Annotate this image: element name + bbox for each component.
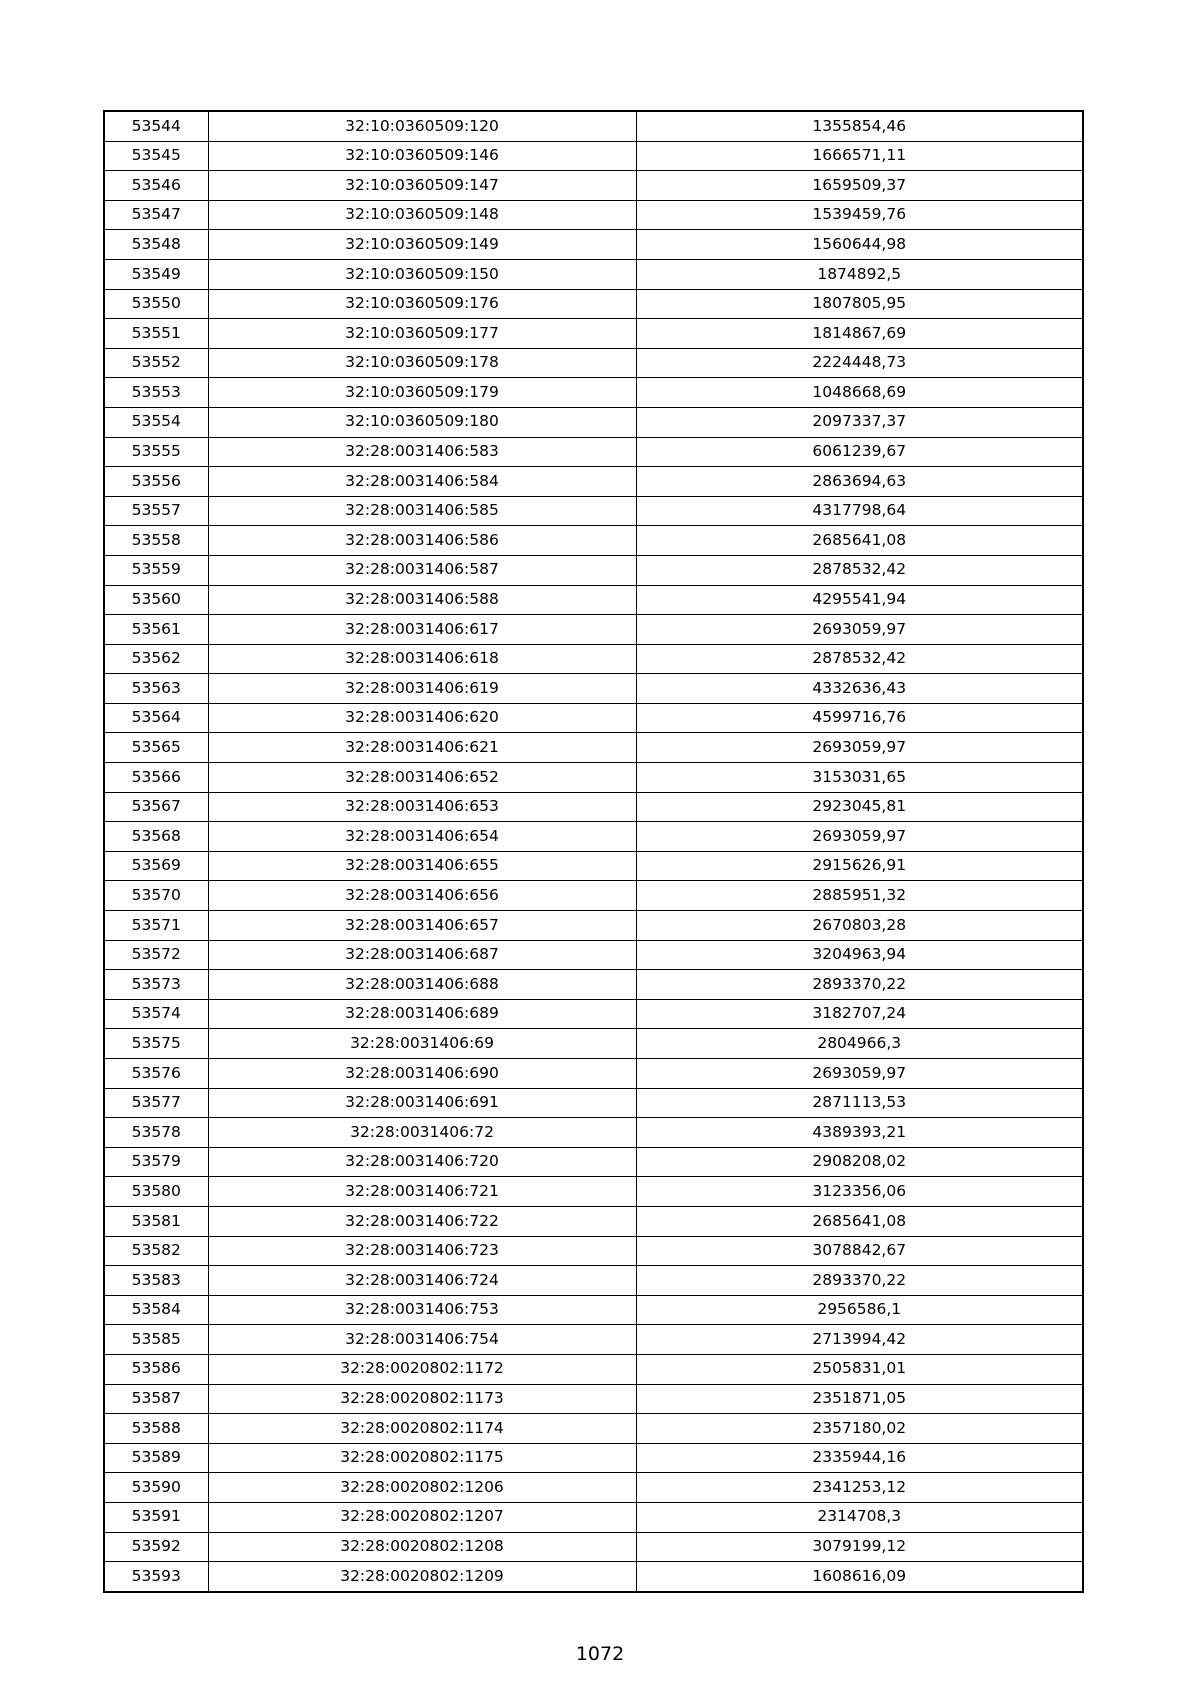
cadastral-number-cell: 32:28:0031406:653	[208, 792, 636, 822]
value-cell: 4389393,21	[636, 1118, 1083, 1148]
cadastral-number-cell: 32:10:0360509:150	[208, 259, 636, 289]
table-row	[104, 171, 1083, 201]
value-cell: 6061239,67	[636, 437, 1083, 467]
value-cell: 1355854,46	[636, 111, 1083, 141]
cadastral-number-cell: 32:28:0031406:691	[208, 1088, 636, 1118]
row-number-cell: 53577	[104, 1088, 208, 1118]
table-row	[104, 526, 1083, 556]
value-cell: 3078842,67	[636, 1236, 1083, 1266]
cadastral-number-cell: 32:28:0020802:1208	[208, 1532, 636, 1562]
table-row	[104, 792, 1083, 822]
cadastral-number-cell: 32:10:0360509:180	[208, 407, 636, 437]
cadastral-number-cell: 32:10:0360509:148	[208, 200, 636, 230]
row-number-cell: 53591	[104, 1502, 208, 1532]
cadastral-number-cell: 32:28:0031406:721	[208, 1177, 636, 1207]
value-cell: 2351871,05	[636, 1384, 1083, 1414]
cadastral-number-cell: 32:10:0360509:176	[208, 289, 636, 319]
table-row	[104, 1354, 1083, 1384]
cadastral-number-cell: 32:28:0031406:689	[208, 999, 636, 1029]
table-row	[104, 1266, 1083, 1296]
row-number-cell: 53555	[104, 437, 208, 467]
value-cell: 2314708,3	[636, 1502, 1083, 1532]
table-row	[104, 407, 1083, 437]
row-number-cell: 53581	[104, 1206, 208, 1236]
value-cell: 2871113,53	[636, 1088, 1083, 1118]
cadastral-number-cell: 32:28:0031406:722	[208, 1206, 636, 1236]
value-cell: 3182707,24	[636, 999, 1083, 1029]
value-cell: 1539459,76	[636, 200, 1083, 230]
table-row	[104, 970, 1083, 1000]
cadastral-number-cell: 32:28:0020802:1209	[208, 1562, 636, 1592]
row-number-cell: 53546	[104, 171, 208, 201]
row-number-cell: 53547	[104, 200, 208, 230]
value-cell: 2693059,97	[636, 822, 1083, 852]
table-row	[104, 259, 1083, 289]
row-number-cell: 53558	[104, 526, 208, 556]
table-row	[104, 378, 1083, 408]
cadastral-number-cell: 32:28:0031406:654	[208, 822, 636, 852]
table-row	[104, 1414, 1083, 1444]
row-number-cell: 53554	[104, 407, 208, 437]
value-cell: 2670803,28	[636, 911, 1083, 941]
value-cell: 2878532,42	[636, 644, 1083, 674]
table-row	[104, 644, 1083, 674]
table-body	[104, 111, 1083, 1592]
table-row	[104, 763, 1083, 793]
cadastral-number-cell: 32:28:0031406:583	[208, 437, 636, 467]
cadastral-number-cell: 32:28:0031406:585	[208, 496, 636, 526]
table-row	[104, 319, 1083, 349]
value-cell: 1560644,98	[636, 230, 1083, 260]
table-row	[104, 940, 1083, 970]
row-number-cell: 53574	[104, 999, 208, 1029]
table-row	[104, 851, 1083, 881]
table-row	[104, 615, 1083, 645]
value-cell: 2908208,02	[636, 1147, 1083, 1177]
row-number-cell: 53586	[104, 1354, 208, 1384]
row-number-cell: 53556	[104, 467, 208, 497]
table-row	[104, 1443, 1083, 1473]
table-row	[104, 881, 1083, 911]
value-cell: 3153031,65	[636, 763, 1083, 793]
value-cell: 2923045,81	[636, 792, 1083, 822]
row-number-cell: 53561	[104, 615, 208, 645]
table-row	[104, 674, 1083, 704]
cadastral-number-cell: 32:28:0020802:1175	[208, 1443, 636, 1473]
row-number-cell: 53560	[104, 585, 208, 615]
table-row	[104, 822, 1083, 852]
cadastral-number-cell: 32:28:0031406:657	[208, 911, 636, 941]
table-row	[104, 1473, 1083, 1503]
table-row	[104, 230, 1083, 260]
table-row	[104, 1384, 1083, 1414]
cadastral-number-cell: 32:28:0031406:753	[208, 1295, 636, 1325]
table-row	[104, 1236, 1083, 1266]
cadastral-number-cell: 32:10:0360509:178	[208, 348, 636, 378]
cadastral-number-cell: 32:28:0020802:1173	[208, 1384, 636, 1414]
cadastral-number-cell: 32:28:0031406:723	[208, 1236, 636, 1266]
cadastral-number-cell: 32:28:0031406:655	[208, 851, 636, 881]
row-number-cell: 53549	[104, 259, 208, 289]
row-number-cell: 53563	[104, 674, 208, 704]
row-number-cell: 53550	[104, 289, 208, 319]
row-number-cell: 53576	[104, 1059, 208, 1089]
row-number-cell: 53545	[104, 141, 208, 171]
value-cell: 1814867,69	[636, 319, 1083, 349]
cadastral-number-cell: 32:10:0360509:146	[208, 141, 636, 171]
value-cell: 2893370,22	[636, 1266, 1083, 1296]
row-number-cell: 53544	[104, 111, 208, 141]
table-row	[104, 1502, 1083, 1532]
table-row	[104, 1029, 1083, 1059]
value-cell: 2693059,97	[636, 733, 1083, 763]
row-number-cell: 53573	[104, 970, 208, 1000]
table-row	[104, 496, 1083, 526]
table-row	[104, 1562, 1083, 1592]
row-number-cell: 53565	[104, 733, 208, 763]
row-number-cell: 53580	[104, 1177, 208, 1207]
row-number-cell: 53575	[104, 1029, 208, 1059]
row-number-cell: 53567	[104, 792, 208, 822]
cadastral-number-cell: 32:28:0020802:1172	[208, 1354, 636, 1384]
value-cell: 1608616,09	[636, 1562, 1083, 1592]
value-cell: 2885951,32	[636, 881, 1083, 911]
cadastral-number-cell: 32:28:0031406:586	[208, 526, 636, 556]
value-cell: 1874892,5	[636, 259, 1083, 289]
value-cell: 2693059,97	[636, 1059, 1083, 1089]
cadastral-number-cell: 32:28:0031406:652	[208, 763, 636, 793]
cadastral-number-cell: 32:28:0031406:724	[208, 1266, 636, 1296]
row-number-cell: 53570	[104, 881, 208, 911]
value-cell: 2341253,12	[636, 1473, 1083, 1503]
cadastral-number-cell: 32:28:0031406:587	[208, 555, 636, 585]
row-number-cell: 53553	[104, 378, 208, 408]
value-cell: 2878532,42	[636, 555, 1083, 585]
row-number-cell: 53583	[104, 1266, 208, 1296]
value-cell: 2685641,08	[636, 526, 1083, 556]
cadastral-number-cell: 32:10:0360509:147	[208, 171, 636, 201]
value-cell: 4317798,64	[636, 496, 1083, 526]
row-number-cell: 53578	[104, 1118, 208, 1148]
row-number-cell: 53589	[104, 1443, 208, 1473]
table-row	[104, 289, 1083, 319]
value-cell: 4599716,76	[636, 703, 1083, 733]
value-cell: 2097337,37	[636, 407, 1083, 437]
row-number-cell: 53566	[104, 763, 208, 793]
value-cell: 2505831,01	[636, 1354, 1083, 1384]
table-row	[104, 1295, 1083, 1325]
value-cell: 2713994,42	[636, 1325, 1083, 1355]
cadastral-number-cell: 32:10:0360509:177	[208, 319, 636, 349]
row-number-cell: 53588	[104, 1414, 208, 1444]
table-row	[104, 467, 1083, 497]
row-number-cell: 53584	[104, 1295, 208, 1325]
row-number-cell: 53562	[104, 644, 208, 674]
table-row	[104, 111, 1083, 141]
value-cell: 2804966,3	[636, 1029, 1083, 1059]
table-row	[104, 437, 1083, 467]
cadastral-number-cell: 32:28:0020802:1206	[208, 1473, 636, 1503]
cadastral-number-cell: 32:28:0031406:690	[208, 1059, 636, 1089]
table-row	[104, 555, 1083, 585]
value-cell: 2224448,73	[636, 348, 1083, 378]
cadastral-number-cell: 32:28:0031406:656	[208, 881, 636, 911]
row-number-cell: 53592	[104, 1532, 208, 1562]
row-number-cell: 53568	[104, 822, 208, 852]
table-row	[104, 911, 1083, 941]
row-number-cell: 53571	[104, 911, 208, 941]
value-cell: 2956586,1	[636, 1295, 1083, 1325]
cadastral-number-cell: 32:10:0360509:179	[208, 378, 636, 408]
cadastral-number-cell: 32:28:0031406:618	[208, 644, 636, 674]
table-row	[104, 200, 1083, 230]
cadastral-number-cell: 32:28:0031406:69	[208, 1029, 636, 1059]
cadastral-number-cell: 32:28:0031406:720	[208, 1147, 636, 1177]
row-number-cell: 53548	[104, 230, 208, 260]
value-cell: 2693059,97	[636, 615, 1083, 645]
cadastral-number-cell: 32:28:0031406:617	[208, 615, 636, 645]
value-cell: 1659509,37	[636, 171, 1083, 201]
cadastral-number-cell: 32:28:0031406:72	[208, 1118, 636, 1148]
row-number-cell: 53572	[104, 940, 208, 970]
cadastral-number-cell: 32:28:0031406:619	[208, 674, 636, 704]
row-number-cell: 53590	[104, 1473, 208, 1503]
row-number-cell: 53585	[104, 1325, 208, 1355]
value-cell: 2863694,63	[636, 467, 1083, 497]
table-row	[104, 1177, 1083, 1207]
value-cell: 3079199,12	[636, 1532, 1083, 1562]
value-cell: 1666571,11	[636, 141, 1083, 171]
table-row	[104, 1206, 1083, 1236]
value-cell: 3123356,06	[636, 1177, 1083, 1207]
table-row	[104, 703, 1083, 733]
table-row	[104, 1118, 1083, 1148]
cadastral-number-cell: 32:28:0031406:584	[208, 467, 636, 497]
value-cell: 1807805,95	[636, 289, 1083, 319]
table-row	[104, 1088, 1083, 1118]
table-row	[104, 585, 1083, 615]
cadastral-table	[103, 110, 1084, 1593]
row-number-cell: 53582	[104, 1236, 208, 1266]
value-cell: 2915626,91	[636, 851, 1083, 881]
cadastral-number-cell: 32:10:0360509:120	[208, 111, 636, 141]
row-number-cell: 53569	[104, 851, 208, 881]
row-number-cell: 53564	[104, 703, 208, 733]
cadastral-number-cell: 32:28:0031406:754	[208, 1325, 636, 1355]
cadastral-number-cell: 32:28:0031406:621	[208, 733, 636, 763]
cadastral-number-cell: 32:28:0031406:588	[208, 585, 636, 615]
cadastral-number-cell: 32:28:0020802:1174	[208, 1414, 636, 1444]
row-number-cell: 53552	[104, 348, 208, 378]
table-row	[104, 999, 1083, 1029]
value-cell: 2357180,02	[636, 1414, 1083, 1444]
cadastral-number-cell: 32:28:0031406:687	[208, 940, 636, 970]
row-number-cell: 53587	[104, 1384, 208, 1414]
row-number-cell: 53593	[104, 1562, 208, 1592]
row-number-cell: 53579	[104, 1147, 208, 1177]
cadastral-number-cell: 32:28:0031406:688	[208, 970, 636, 1000]
table-row	[104, 141, 1083, 171]
value-cell: 4295541,94	[636, 585, 1083, 615]
cadastral-number-cell: 32:28:0020802:1207	[208, 1502, 636, 1532]
table-row	[104, 733, 1083, 763]
table-row	[104, 1532, 1083, 1562]
table-row	[104, 1059, 1083, 1089]
row-number-cell: 53551	[104, 319, 208, 349]
value-cell: 2335944,16	[636, 1443, 1083, 1473]
value-cell: 1048668,69	[636, 378, 1083, 408]
value-cell: 3204963,94	[636, 940, 1083, 970]
row-number-cell: 53557	[104, 496, 208, 526]
row-number-cell: 53559	[104, 555, 208, 585]
page-number: 1072	[575, 1643, 625, 1665]
table-row	[104, 1147, 1083, 1177]
value-cell: 4332636,43	[636, 674, 1083, 704]
table-row	[104, 348, 1083, 378]
table-row	[104, 1325, 1083, 1355]
cadastral-number-cell: 32:28:0031406:620	[208, 703, 636, 733]
value-cell: 2893370,22	[636, 970, 1083, 1000]
cadastral-number-cell: 32:10:0360509:149	[208, 230, 636, 260]
value-cell: 2685641,08	[636, 1206, 1083, 1236]
